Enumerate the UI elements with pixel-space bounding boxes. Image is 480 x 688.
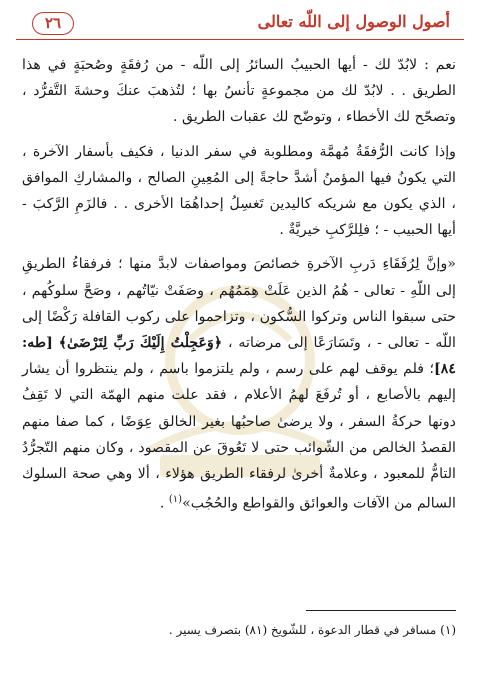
- book-title: أصول الوصول إلى اللّه تعالى: [257, 12, 450, 31]
- quran-reference: [طه: ٨٤]: [22, 335, 456, 378]
- footnote: (١) مسافر في قطار الدعوة ، للشّويخ (٨١) بتصرف يسير .: [168, 623, 456, 637]
- page-number-badge: ٢٦: [32, 12, 74, 35]
- paragraph-2: وإذا كانت الرُّفقَةُ مُهمَّة ومطلوبة في سفر الدنيا ، فكيف بأسفار الآخرة ، التي يكونُ فيها المؤمنُ أشدَّ حاجةً إلى المُعِينِ الصالح ، والمشاركِ الموافق ، الذي يكون مع شريكه كاليدين تَغسِلُ إحداهُمَا الأخرى . . فالزَمِ الرَّكبَ - أيها الحبيب - ؛ فلِلرَّكبِ خيريَّةٌ .: [22, 143, 456, 239]
- end-period: .: [159, 495, 169, 512]
- page-header: [16, 8, 464, 38]
- main-text: [22, 52, 456, 517]
- quoted-paragraph: [22, 251, 456, 517]
- quran-verse: ﴿وَعَجِلْتُ إِلَيْكَ رَبِّ لِتَرْضَىٰ﴾: [58, 335, 223, 352]
- paragraph-1: نعم : لابُدّ لك - أيها الحبيبُ السائرُ إلى اللّه - من رُفقَةٍ وصُحبَةٍ في هذا الطريق . . لابُدّ لك من مجموعةٍ تأنسُ بها ؛ لتُذهبَ عنكَ وحشةَ التَّفرُّد ، وتصحّح لك الأخطاء ، وتوضّح لك عقبات الطريق .: [22, 57, 456, 126]
- quote-text-after: ؛ فلم يوقف لهم على رسم ، ولم يلتزموا باسم ، ولم ينتظروا أن يشار إليهم بالأصابع ، أو تُرفَعَ لهمُ الأعلام ، فقد علت منهم الهمّة التي لا تَقِفُ دونها حركةُ السفر ، ولا يرضىٰ صاحبُها بغير الخالق عِوَضًا ، كما صفا منهم القصدُ الخالص من الشّوائب حتى لا تَعُوقَ عن المقصود ، وكان منهم التّجرُّدُ التامُّ للمعبود ، وعلامةٌ أخرىٰ لرفقاء الطريق هؤلاء ، ألا وهي صحة السلوك السالم من الآفات والعوائق والقواطع والحُجُب»: [22, 361, 456, 512]
- footnote-marker: (١): [168, 494, 183, 506]
- footnote-divider: [306, 610, 456, 611]
- quote-text-before: «وإنَّ لِرُفَقَاءِ دَربِ الآخرةِ خصائصَ ومواصفات لابدَّ منها ؛ فرفقاءُ الطريقِ إلى اللّهِ - تعالى - هُمُ الذين عَلَتْ هِمَمُهُم ، وصَفَتْ نيّاتُهم ، وصَحَّ سلوكُهم ، حتى سبقوا الناس وتركوا السُّكون ، وتزاحموا على ركوب القافلة رَكْضًا إلى اللّه - تعالى - ، وتَسَارَعًا إلى مرضاته ،: [22, 256, 457, 352]
- header-divider: [16, 39, 464, 40]
